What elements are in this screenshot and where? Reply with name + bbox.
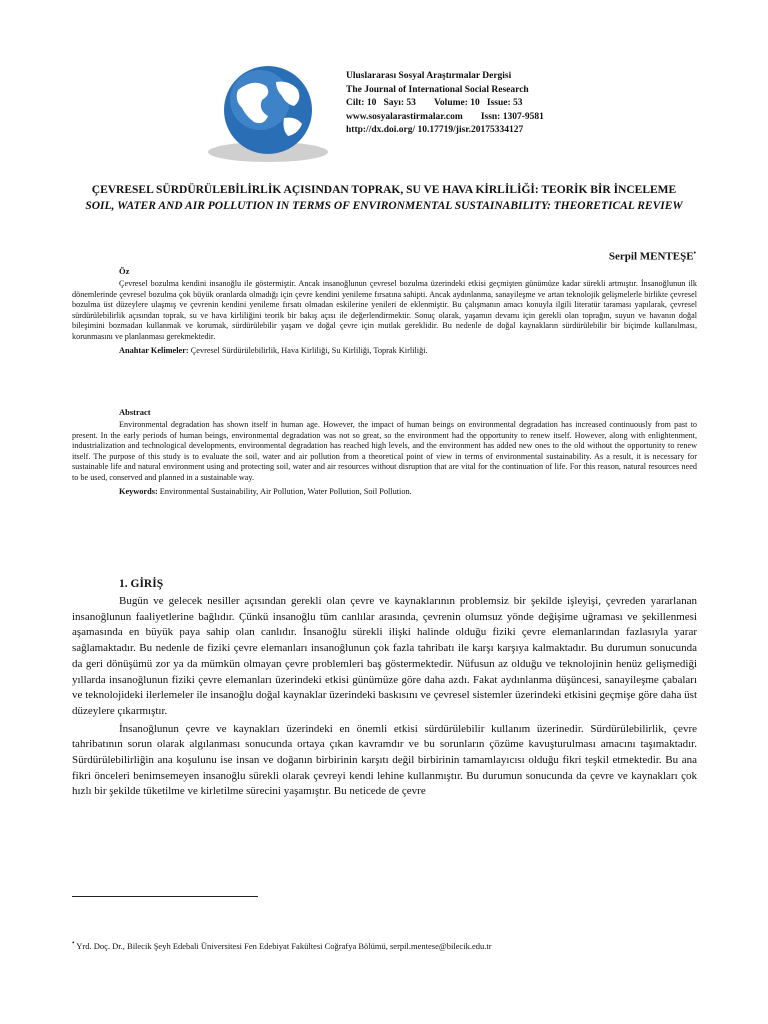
- title-english: SOIL, WATER AND AIR POLLUTION IN TERMS OF ENVIRONMENTAL SUSTAINABILITY: THEORETICAL REVIEW: [85, 200, 683, 212]
- footnote-mark: •: [72, 939, 75, 947]
- journal-name-tr: Uluslararası Sosyal Araştırmalar Dergisi: [346, 71, 512, 81]
- oz-keywords-label: Anahtar Kelimeler:: [119, 345, 189, 355]
- oz-text: Çevresel bozulma kendini insanoğlu ile göstermiştir. Ancak insanoğlunun çevresel bozulma üzerindeki etkisi geçmişten günümüze kadar sürekli artmıştır. İnsanoğlunun ilk dönemlerinde çevresel bozulma çok büyük oranlarda olmadığı için çevre kendini yenileme fırsatına sahipti. Ancak aydınlanma, sanayileşme ve artan teknolojik gelişmelerle birlikte çevresel bozulma üst düzeylere ulaşmış ve çevrenin kendini yenileme fırsatı olmadan eskilerine yenileri de eklenmiştir. Bu çalışmanın amacı konuyla ilgili literatür taraması yapılarak, çevresel sürdürülebilirlik açısından toprak, su ve hava kirliliğini teorik bir bakış açısı ile değerlendirmektir. Sonuç olarak, yaşamın devamı için gerekli olan toprağın, suyun ve havanın doğal bileşimini bozmadan kullanmak ve korumak, sürdürülebilir yaşam ve doğal çevre için mutlak gereklidir. Bu nedenle de doğal kaynakların sürdürülebilir bir biçimde kullanılması, korunmasını ve planlanması gerekmektedir.: [72, 279, 697, 341]
- title-turkish: ÇEVRESEL SÜRDÜRÜLEBİLİRLİK AÇISINDAN TOPRAK, SU VE HAVA KİRLİLİĞİ: TEORİK BİR İNCELEME: [91, 184, 677, 196]
- journal-website-link[interactable]: www.sosyalarastirmalar.com: [346, 111, 463, 122]
- footnote: [72, 939, 492, 951]
- section-body: [72, 594, 697, 802]
- body-paragraph: İnsanoğlunun çevre ve kaynakları üzerindeki en önemli etkisi sürdürülebilir kullanım üzerinedir. Sürdürülebilirlik, çevre tahribatının sorun olarak algılanması sonucunda ortaya çıkan kavramdır ve bu sorunların çözüme kavuşturulması amacını taşımaktadır. Sürdürülebilirliğin ana koşulunu ise insan ve doğanın birbirinin karşıtı değil birbirinin tamamlayıcısı olduğu fikri teşkil etmektedir. Bu ana fikri önceleri benimsemeyen insanoğlu sürekli olarak çevreyi kendi lehine kullanmıştır. Bu durumun sonucunda da çevre ve kaynakları çok hızlı bir şekilde tüketilme ve kirletilme sürecini yaşamıştır. Bu neticede de çevre: [72, 722, 697, 798]
- section-heading-giris: 1. GİRİŞ: [119, 578, 164, 590]
- paper-titles: [72, 183, 696, 214]
- globe-logo-icon: [198, 60, 338, 170]
- body-paragraph: Bugün ve gelecek nesiller açısından gerekli olan çevre ve kaynaklarının problemsiz bir şekilde işleyişi, çevreden yararlanan insanoğlunun faaliyetlerine bağlıdır. Çünkü insanoğlu tüm canlılar arasında, çevrenin olumsuz yönde değişime uğraması ve şekillenmesi aşamasında en büyük paya sahip olan canlıdır. İnsanoğlu sürekli ilişki halinde olduğu fiziki çevre elemanlarından fazlasıyla yarar sağlamaktadır. Bu nedenle de fiziki çevre elemanları insanoğlunun çok fazla tahribatı ile karşı karşıya kalmaktadır. Bu durumun sonucunda da geri dönüşümü zor ya da mümkün olmayan çevre problemleri baş göstermektedir. Nüfusun az olduğu ve teknolojinin henüz gelişmediği yıllarda insanoğlunun fiziki çevre elemanları üzerindeki etkisi günümüze göre daha azdı. Fakat aydınlanma düşüncesi, sanayileşme çabaları ve teknolojideki ilerlemeler ile insanoğlu doğal kaynaklar üzerindeki baskısını ve çevresel sistemler üzerindeki etkisini geçmişe göre daha üst düzeylere çıkarmıştır.: [72, 595, 697, 717]
- journal-volume: Volume: 10 Issue: 53: [433, 98, 523, 108]
- author-footnote-mark: •: [693, 249, 696, 257]
- author-name: Serpil MENTEŞE•: [608, 249, 696, 263]
- abstract-section: [72, 407, 697, 496]
- oz-keywords-value: Çevresel Sürdürülebilirlik, Hava Kirliliği, Su Kirliliği, Toprak Kirliliği.: [190, 345, 428, 355]
- journal-doi-link[interactable]: http://dx.doi.org/ 10.17719/jisr.20175334127: [346, 125, 524, 135]
- journal-info: [346, 70, 544, 138]
- footnote-text: Yrd. Doç. Dr., Bilecik Şeyh Edebali Üniversitesi Fen Edebiyat Fakültesi Coğrafya Bölümü, serpil.mentese@bilecik.edu.tr: [76, 940, 492, 951]
- oz-section: [72, 266, 697, 355]
- oz-keywords: [119, 346, 697, 355]
- abstract-keywords-label: Keywords:: [119, 486, 158, 496]
- abstract-heading: Abstract: [119, 407, 151, 417]
- journal-name-en: The Journal of International Social Research: [346, 84, 529, 95]
- footnote-divider: [72, 896, 258, 897]
- journal-cilt: Cilt: 10 Sayı: 53: [346, 98, 416, 108]
- oz-heading: Öz: [119, 266, 130, 276]
- abstract-keywords: [119, 487, 697, 496]
- journal-issn: Issn: 1307-9581: [480, 111, 544, 122]
- abstract-text: Environmental degradation has shown itself in human age. However, the impact of human beings on environmental degradation has increased continuously from past to present. In the early periods of human beings, environmental degradation was not so great, so the environment had the opportunity to renew itself. However, along with enlightenment, industrialization and technological developments, environmental degradation has reached high levels, and the environment has added new ones to the old without the opportunity to renew itself. The purpose of this study is to evaluate the soil, water and air pollution from a theoretical point of view in terms of environmental sustainability. As a result, it is necessary for sustainable life and natural environment using and protecting soil, water and air resources without disruption that are vital for the continuation of life. For this reason, natural resources need to be used, conserved and planned in a sustainable way.: [72, 420, 697, 482]
- abstract-keywords-value: Environmental Sustainability, Air Pollution, Water Pollution, Soil Pollution.: [159, 486, 412, 496]
